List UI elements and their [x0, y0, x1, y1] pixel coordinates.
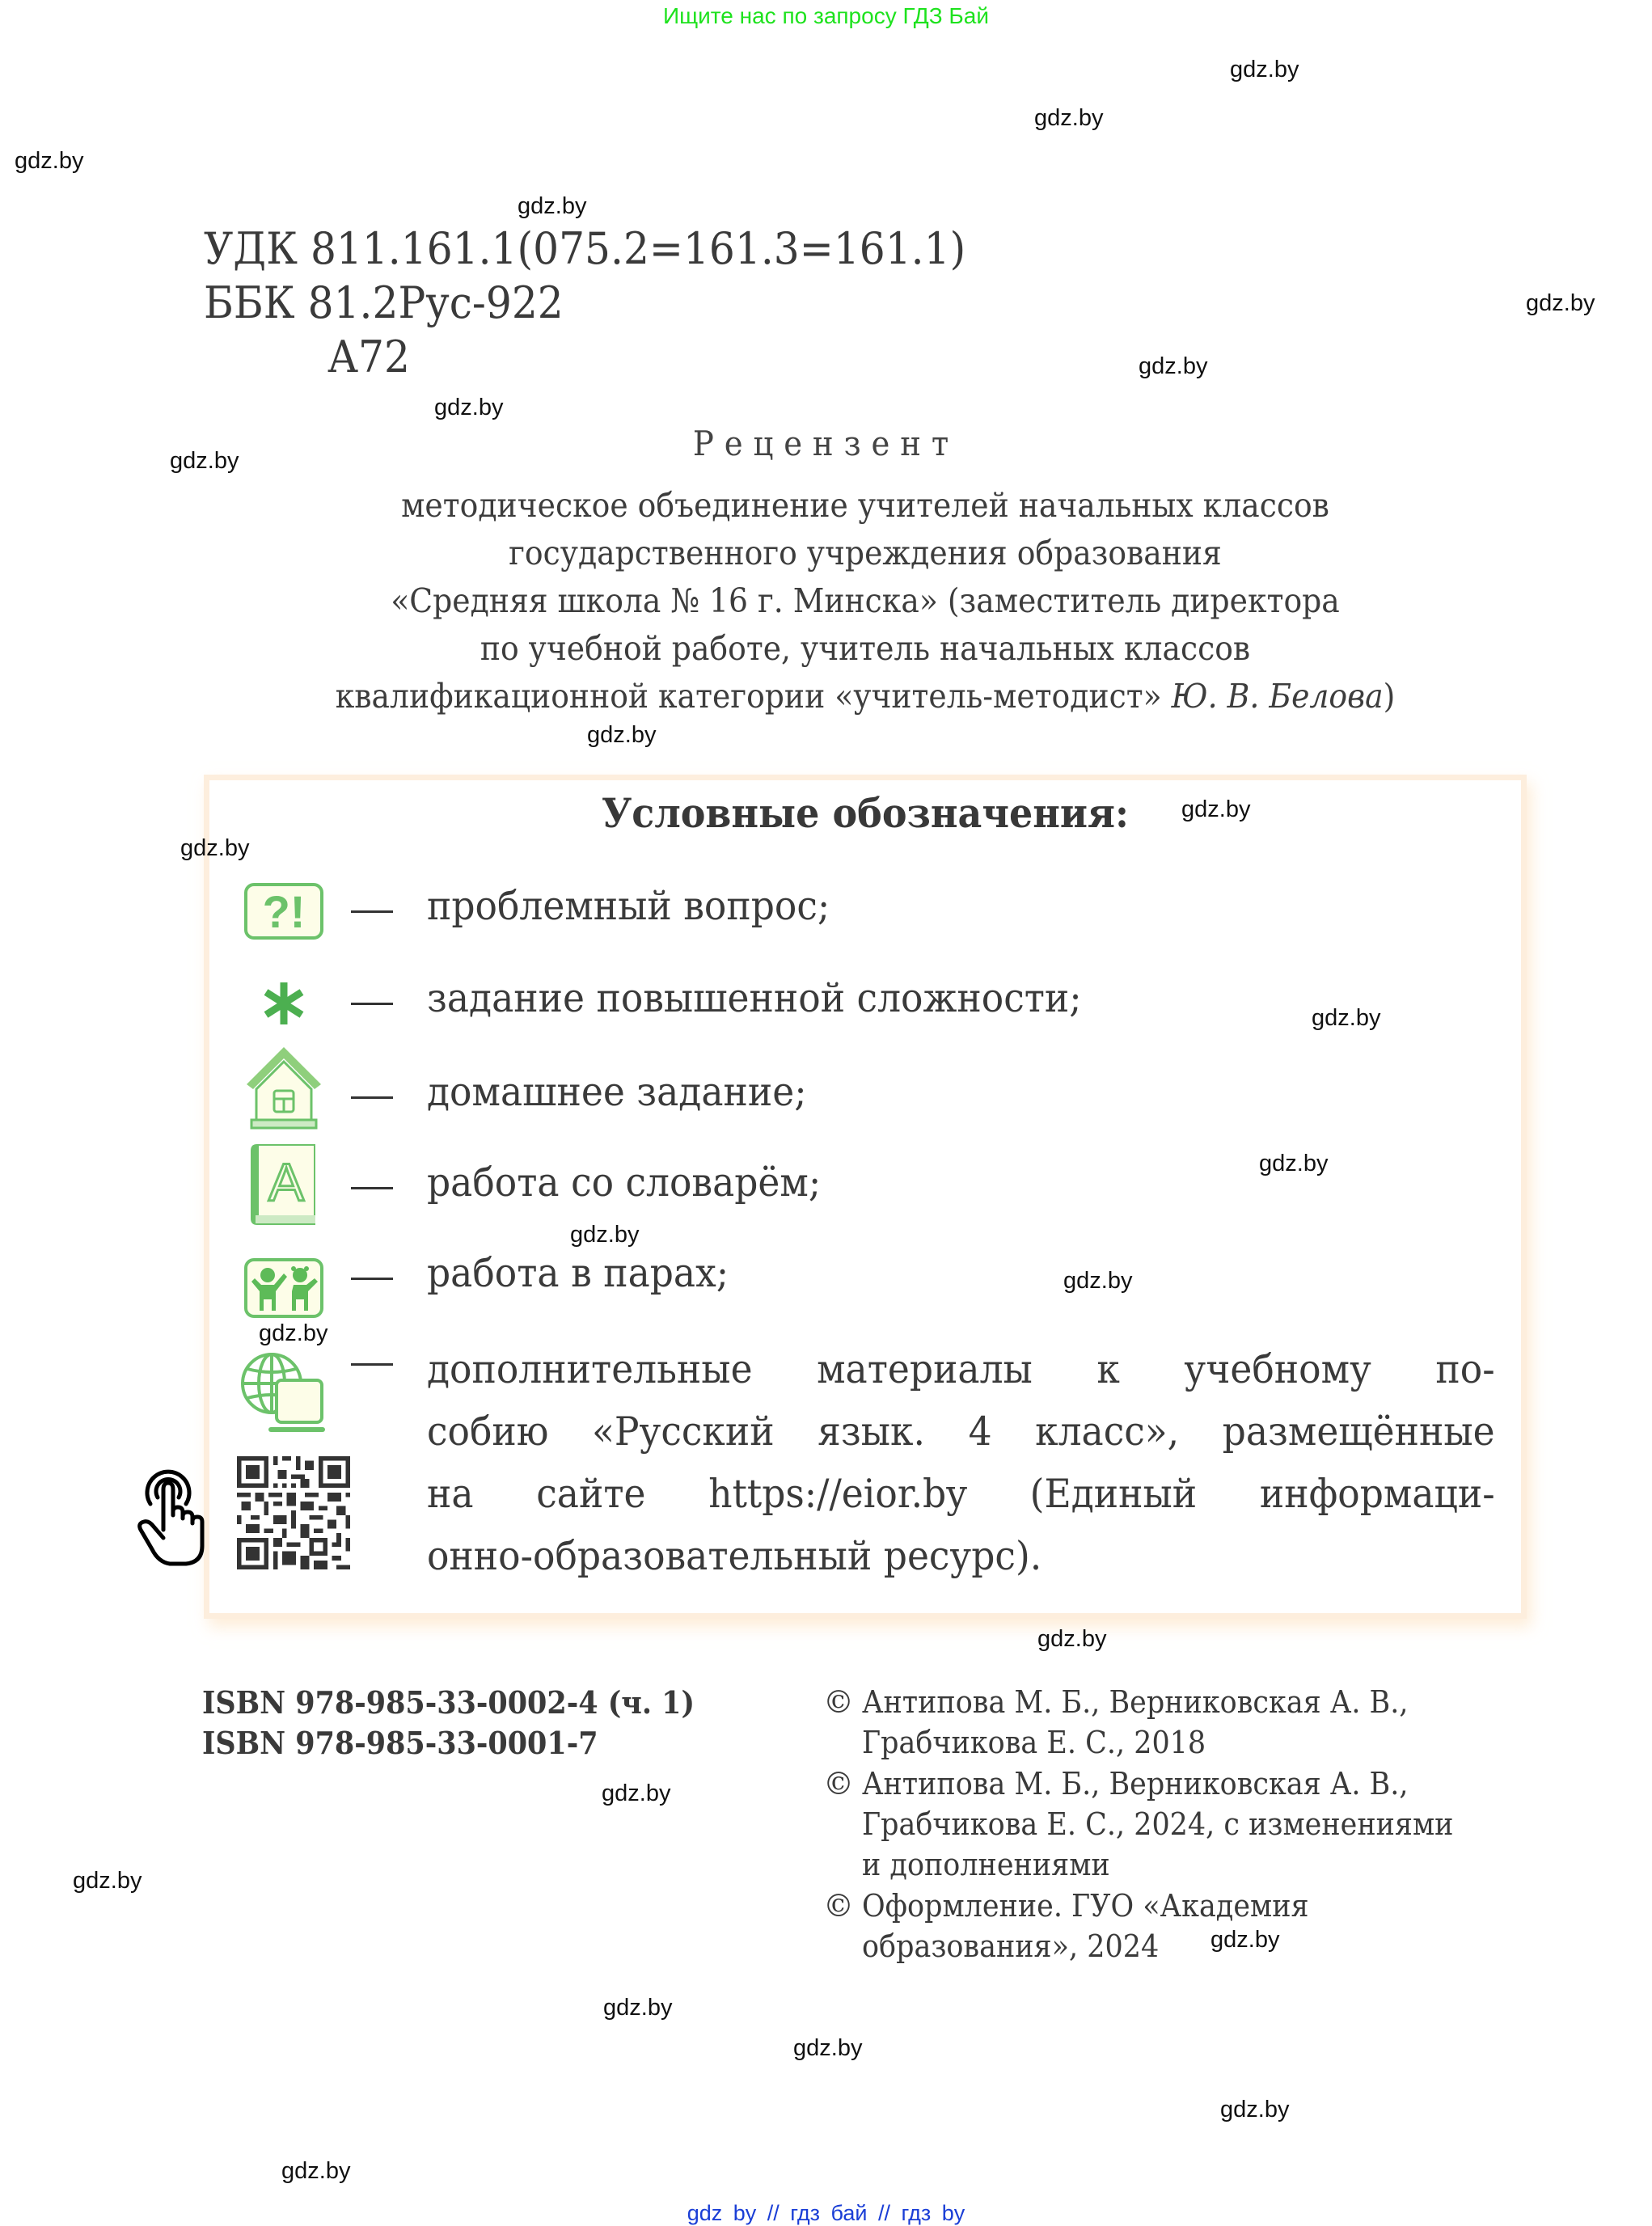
dash	[351, 910, 393, 913]
qr-code[interactable]	[237, 1455, 350, 1570]
watermark: gdz.by	[1181, 796, 1251, 822]
watermark: gdz.by	[73, 1868, 142, 1894]
isbn-part: ISBN 978-985-33-0002-4 (ч. 1)	[202, 1684, 695, 1721]
watermark: gdz.by	[1063, 1268, 1133, 1294]
watermark: gdz.by	[1526, 290, 1595, 316]
copyright-icon: ©	[823, 1684, 854, 1720]
copyright-line: образования», 2024	[862, 1928, 1160, 1964]
watermark: gdz.by	[1220, 2097, 1290, 2123]
copyright-icon: ©	[823, 1888, 854, 1924]
reviewer-line: «Средняя школа № 16 г. Минска» (заместитель директора	[391, 581, 1340, 620]
watermark: gdz.by	[1230, 57, 1299, 82]
bbk-code: ББК 81.2Рус-922	[204, 277, 564, 328]
dash	[351, 1278, 393, 1280]
reviewer-line: по учебной работе, учитель начальных классов	[480, 629, 1251, 668]
footer-links: gdz by // гдз бай // гдз by	[687, 2201, 965, 2225]
copyright-line: Оформление. ГУО «Академия	[862, 1888, 1309, 1924]
copyright-icon: ©	[823, 1766, 854, 1801]
asterisk-icon	[239, 959, 328, 1048]
copyright-line: Грабчикова Е. С., 2024, с изменениями	[862, 1806, 1454, 1842]
hand-tap-icon	[136, 1462, 209, 1572]
legend-item-label: проблемный вопрос;	[427, 883, 830, 929]
watermark: gdz.by	[259, 1320, 328, 1346]
watermark: gdz.by	[1210, 1927, 1280, 1953]
reviewer-text	[162, 482, 1569, 720]
copyright-line: и дополнениями	[862, 1847, 1110, 1882]
pair-work-icon	[239, 1244, 328, 1333]
reviewer-closing: )	[1383, 677, 1396, 716]
reviewer-line-text: квалификационной категории «учитель-методист»	[335, 677, 1172, 716]
udk-code: УДК 811.161.1(075.2=161.3=161.1)	[204, 223, 966, 274]
house-icon	[239, 1043, 328, 1132]
watermark: gdz.by	[603, 1995, 673, 2021]
extra-materials-line: на сайте https://eior.by (Единый информаци-	[427, 1471, 1495, 1517]
svg-text:A: A	[268, 1152, 305, 1212]
extra-materials-text	[427, 1338, 1494, 1587]
watermark: gdz.by	[15, 148, 84, 174]
copyright-line: Антипова М. Б., Верниковская А. В.,	[862, 1684, 1409, 1720]
copyright-line: Грабчикова Е. С., 2018	[862, 1725, 1206, 1760]
reviewer-line: государственного учреждения образования	[509, 534, 1222, 572]
watermark: gdz.by	[587, 722, 657, 748]
isbn-set: ISBN 978-985-33-0001-7	[202, 1725, 598, 1761]
legend-title: Условные обозначения:	[601, 789, 1130, 837]
legend-item-label: работа в парах;	[427, 1250, 729, 1296]
dash	[351, 1187, 393, 1189]
reviewer-heading: Рецензент	[692, 424, 960, 463]
watermark: gdz.by	[1259, 1151, 1329, 1176]
author-mark: А72	[327, 332, 410, 382]
legend-item-label: задание повышенной сложности;	[427, 975, 1082, 1021]
watermark: gdz.by	[170, 448, 239, 474]
watermark: gdz.by	[1034, 105, 1104, 131]
copyright-line: Антипова М. Б., Верниковская А. В.,	[862, 1766, 1409, 1801]
globe-computer-icon	[239, 1349, 328, 1438]
svg-text:?!: ?!	[262, 886, 306, 937]
problem-question-icon	[239, 867, 328, 956]
watermark: gdz.by	[180, 835, 250, 861]
legend-item-label: работа со словарём;	[427, 1159, 822, 1206]
reviewer-name: Ю. В. Белова	[1171, 677, 1384, 716]
watermark: gdz.by	[281, 2158, 351, 2184]
watermark: gdz.by	[570, 1222, 640, 1248]
watermark: gdz.by	[602, 1780, 671, 1806]
dash	[351, 1363, 393, 1366]
dash	[351, 1003, 393, 1005]
reviewer-line: методическое объединение учителей начальных классов	[401, 486, 1329, 525]
watermark: gdz.by	[434, 395, 504, 420]
dash	[351, 1096, 393, 1099]
reviewer-line-last	[218, 673, 1513, 720]
watermark: gdz.by	[1312, 1005, 1381, 1031]
dictionary-book-icon	[239, 1140, 328, 1229]
extra-materials-line: онно-образовательный ресурс).	[427, 1533, 1042, 1579]
watermark: gdz.by	[518, 193, 587, 219]
top-search-banner: Ищите нас по запросу ГДЗ Бай	[662, 3, 990, 28]
watermark: gdz.by	[1037, 1626, 1107, 1652]
legend-item-label: домашнее задание;	[427, 1069, 807, 1115]
extra-materials-line: дополнительные материалы к учебному по-	[427, 1346, 1495, 1392]
extra-materials-line: собию «Русский язык. 4 класс», размещённые	[427, 1409, 1495, 1455]
watermark: gdz.by	[1139, 353, 1208, 379]
watermark: gdz.by	[793, 2035, 863, 2061]
